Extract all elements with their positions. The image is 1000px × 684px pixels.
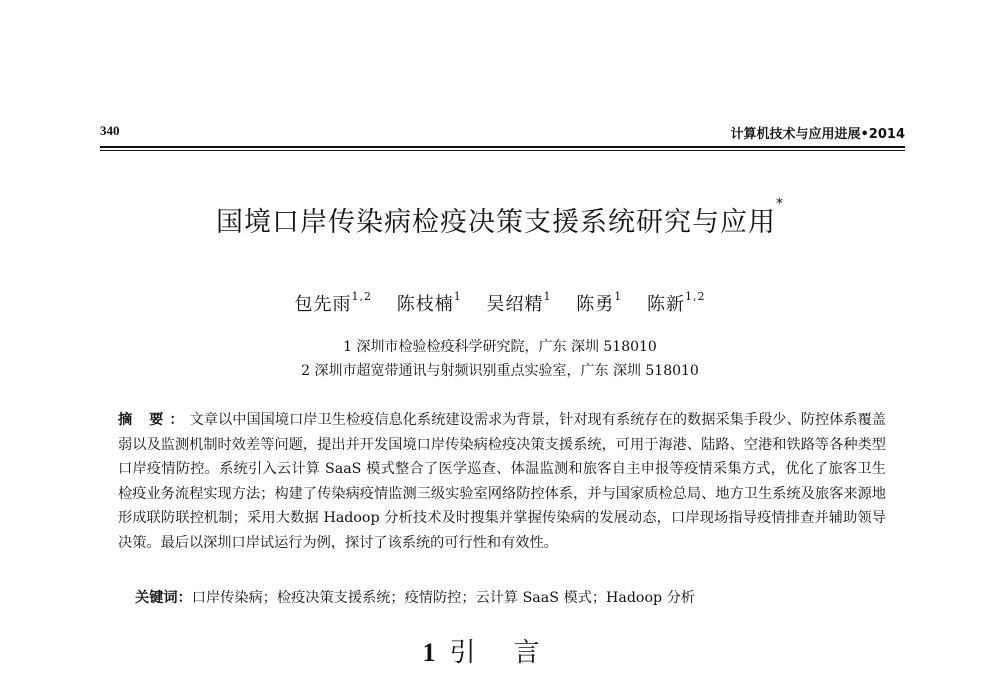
title-footnote-mark: * [776,196,784,212]
author: 吴绍精$^1$ [486,290,552,315]
running-header [100,123,905,143]
keywords-label: 关键词： [135,590,192,606]
header-rule-thick [100,146,905,148]
affiliation-2: 2 深圳市超宽带通讯与射频识别重点实验室，广东 深圳 518010 [301,363,699,379]
section-number: 1 [422,638,436,667]
page-number: 340 [100,123,120,138]
author: 陈枝楠$^1$ [396,290,462,315]
author: 陈勇$^1$ [576,290,623,315]
keywords [135,586,885,610]
author: 陈新$^{1,2}$ [646,290,706,315]
author: 包先雨$^{1,2}$ [294,290,373,315]
abstract [118,408,886,556]
section-title: 引言 [449,638,578,668]
author-list [0,290,1000,316]
section-heading [0,632,1000,669]
paper-title [0,196,1000,239]
affiliation-1: 1 深圳市检验检疫科学研究院，广东 深圳 518010 [343,339,657,355]
paper-title-text: 国境口岸传染病检疫决策支援系统研究与应用 [216,207,776,238]
keywords-text: 口岸传染病；检疫决策支援系统；疫情防控；云计算 SaaS 模式；Hadoop 分析 [191,590,695,606]
journal-name: 计算机技术与应用进展•2014 [730,127,905,142]
abstract-text: 文章以中国国境口岸卫生检疫信息化系统建设需求为背景，针对现有系统存在的数据采集手段少、防控体系覆盖弱以及监测机制时效差等问题，提出并开发国境口岸传染病检疫决策支援系统，可用于海港、陆路、空港和铁路等各种类型口岸疫情防控。系统引入云计算 SaaS 模式整合了医学巡查、体温监测和旅客自主申报等疫情采集方式，优化了旅客卫生检疫业务流程实现方法；构建了传染病疫情监测三级实验室网络防控体系，并与国家质检总局、地方卫生系统及旅客来源地形成联防联控机制；采用大数据 Hadoop 分析技术及时搜集并掌握传染病的发展动态，口岸现场指导疫情排查并辅助领导决策。最后以深圳口岸试运行为例，探讨了该系统的可行性和有效性。 [118,412,886,551]
header-rule-thin [100,150,905,151]
abstract-label: 摘 要： [118,412,190,428]
